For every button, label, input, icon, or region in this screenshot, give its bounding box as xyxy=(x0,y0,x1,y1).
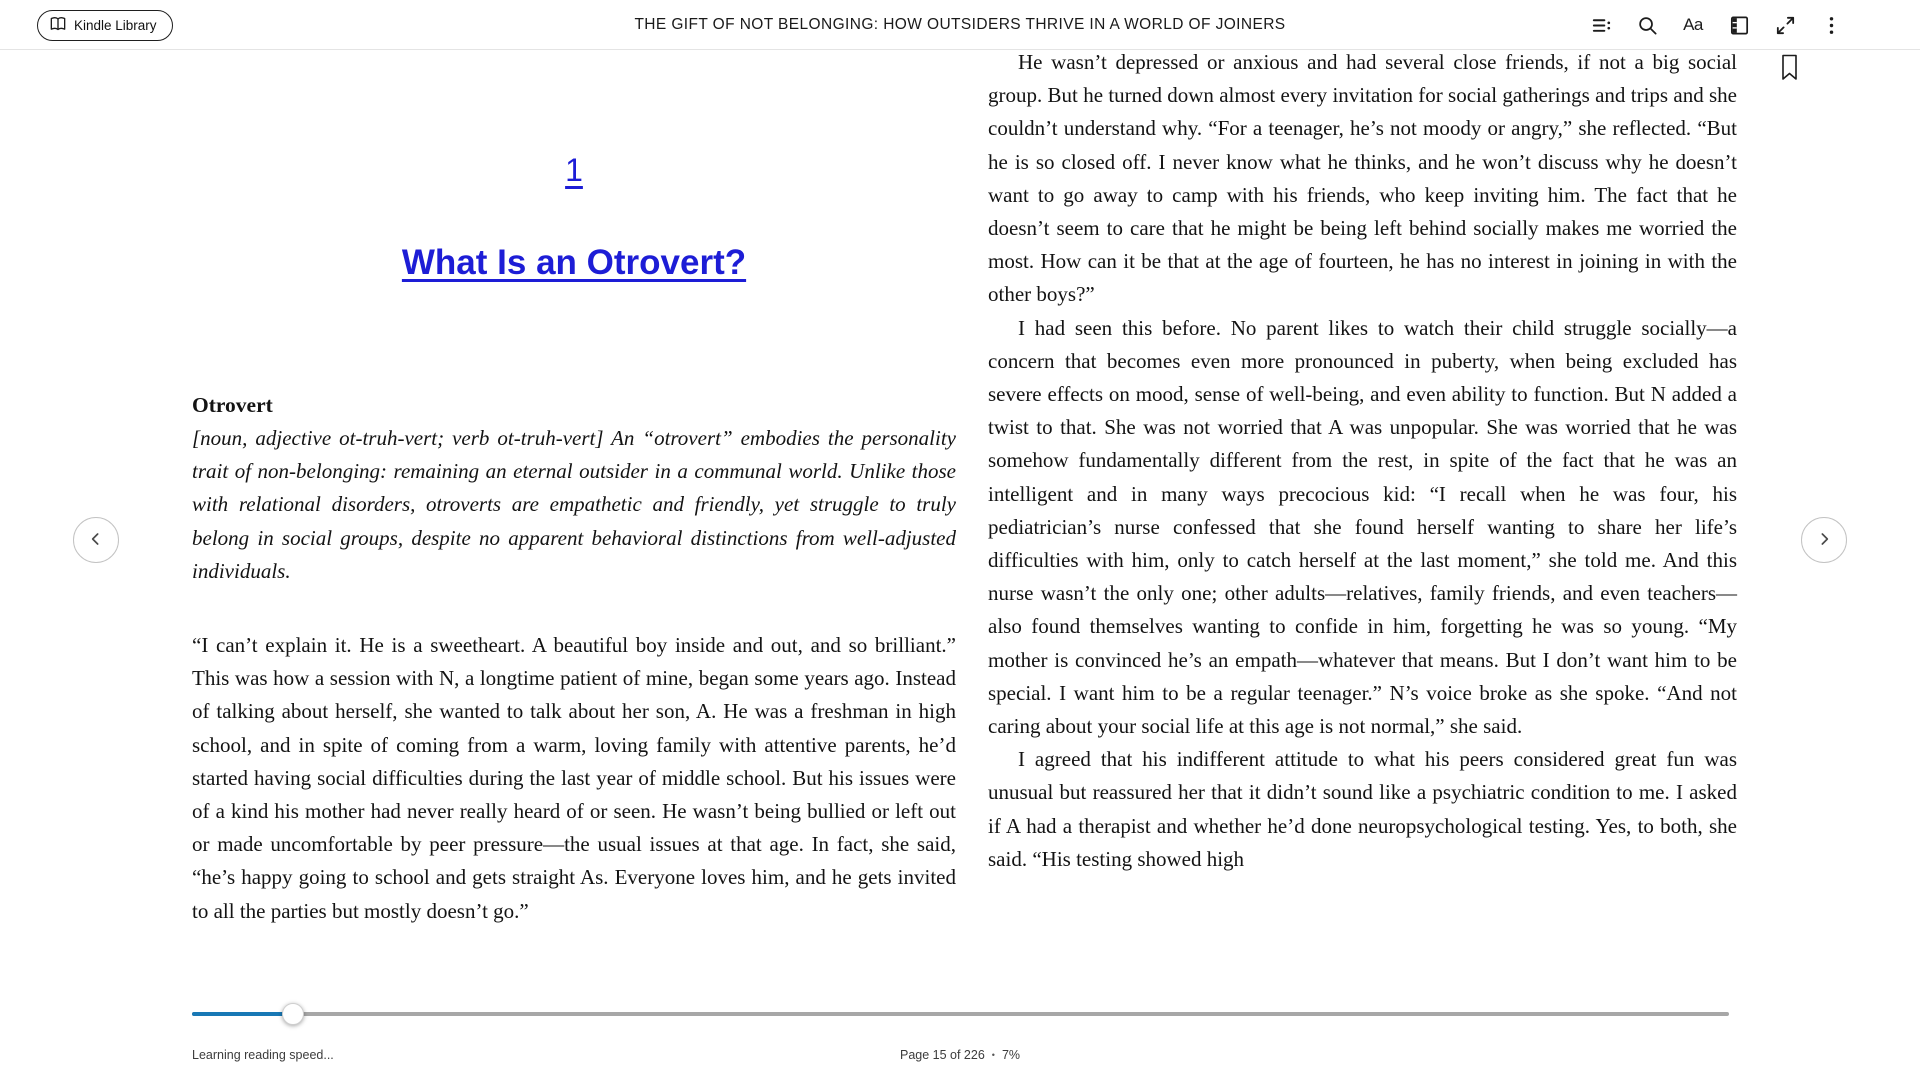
chapter-number-link[interactable]: 1 xyxy=(565,152,583,188)
top-bar xyxy=(0,0,1920,50)
font-settings-button[interactable] xyxy=(1680,12,1706,38)
reading-progress-slider[interactable] xyxy=(192,1012,1729,1016)
next-page-button[interactable] xyxy=(1801,517,1847,563)
body-paragraph: “I can’t explain it. He is a sweetheart. A beautiful boy inside and out, and so brilliant.” This was how a session with N, a longtime patient of mine, began some years ago. Instead of talking about herself, she wanted to talk about her son, A. He was a freshman in high school, and in spite of coming from a warm, loving family with attentive parents, he’d started having social difficulties during the last year of middle school. But his issues were of a kind his mother had never really heard of or seen. He wasn’t being bullied or left out or made uncomfortable by peer pressure—the usual issues at that age. In fact, she said, “he’s happy going to school and gets straight As. Everyone loves him, and he gets invited to all the parties but mostly doesn’t go.” xyxy=(192,633,956,923)
body-paragraph: He wasn’t depressed or anxious and had several close friends, if not a big social group. But he turned down almost every invitation for social gatherings and trips and she couldn’t understand why. “For a teenager, he’s not moody or angry,” she reflected. “But he is so closed off. I never know what he thinks, and he won’t discuss why he doesn’t want to go away to camp with his friends, who keep inviting him. The fact that he doesn’t seem to care that he might be being left behind socially makes me worried the most. How can it be that at the age of fourteen, he has no interest in joining in with the other boys?” xyxy=(988,50,1737,307)
chevron-right-icon xyxy=(1814,529,1834,552)
book-title: THE GIFT OF NOT BELONGING: HOW OUTSIDERS THRIVE IN A WORLD OF JOINERS xyxy=(634,16,1286,33)
page-number-label: Page 15 of 226 xyxy=(899,1048,985,1062)
right-page-column xyxy=(988,46,1737,876)
toolbar-icons xyxy=(1588,0,1844,50)
definition-term: Otrovert xyxy=(192,393,273,417)
chevron-left-icon xyxy=(86,529,106,552)
chapter-title-link[interactable]: What Is an Otrovert? xyxy=(401,243,747,282)
open-book-icon xyxy=(49,16,67,35)
more-menu-button[interactable] xyxy=(1818,12,1844,38)
chapter-number xyxy=(192,152,956,189)
reading-speed-status: Learning reading speed... xyxy=(192,1048,334,1062)
body-paragraph: I had seen this before. No parent likes to watch their child struggle socially—a concern that becomes even more pronounced in puberty, when being excluded has severe effects on mood, sense of well-being, and even ability to function. But N added a twist to that. She was not worried that A was unpopular. She was worried that he was somehow fundamentally different from the rest, in spite of the fact that he was an intelligent and in many ways precocious kid: “I recall when he was four, his pediatrician’s nurse confessed that she found herself wanting to share her life’s difficulties with him, only to catch herself at the last moment,” she told me. And this nurse wasn’t the only one; other adults—relatives, family friends, and even teachers—also found themselves wanting to confide in him, forgetting he was so young. “My mother is convinced he’s an empath—whatever that means. But I don’t want him to be special. I want him to be a regular teenager.” N’s voice broke as she spoke. “And not caring about your social life at this age is not normal,” she said. xyxy=(988,315,1737,739)
progress-knob[interactable] xyxy=(282,1003,304,1025)
fullscreen-button[interactable] xyxy=(1772,12,1798,38)
previous-page-button[interactable] xyxy=(73,517,119,563)
fullscreen-icon xyxy=(1774,14,1797,37)
bookmark-button[interactable] xyxy=(1780,54,1799,84)
bookmark-icon xyxy=(1780,69,1799,84)
body-paragraph: I agreed that his indifferent attitude to what his peers considered great fun was unusual but reassured her that it didn’t sound like a psychiatric condition to me. I asked if A had a therapist and whether he’d done neuropsychological testing. Yes, to both, she said. “His testing showed high xyxy=(988,747,1737,871)
notebook-icon xyxy=(1728,14,1751,37)
notebook-button[interactable] xyxy=(1726,12,1752,38)
search-icon xyxy=(1636,14,1659,37)
dot-separator: • xyxy=(991,1050,995,1060)
contents-icon xyxy=(1590,14,1613,37)
font-settings-icon: Aa xyxy=(1683,15,1703,34)
search-button[interactable] xyxy=(1634,12,1660,38)
progress-fill xyxy=(192,1012,293,1016)
definition-text: [noun, adjective ot-truh-vert; verb ot-truh-vert] An “otrovert” embodies the personality trait of non-belonging: remaining an eternal outsider in a communal world. Unlike those with relational disorders, otroverts are empathetic and friendly, yet struggle to truly belong in social groups, despite no apparent behavioral distinctions from well-adjusted individuals. xyxy=(192,426,956,583)
left-page-column xyxy=(192,0,956,928)
kindle-library-button[interactable] xyxy=(37,10,173,41)
page-position-info xyxy=(0,1048,1920,1062)
contents-button[interactable] xyxy=(1588,12,1614,38)
percent-read-label: 7% xyxy=(1001,1048,1021,1062)
chapter-title xyxy=(192,243,956,283)
more-menu-icon xyxy=(1820,14,1843,37)
kindle-library-label: Kindle Library xyxy=(74,18,157,33)
